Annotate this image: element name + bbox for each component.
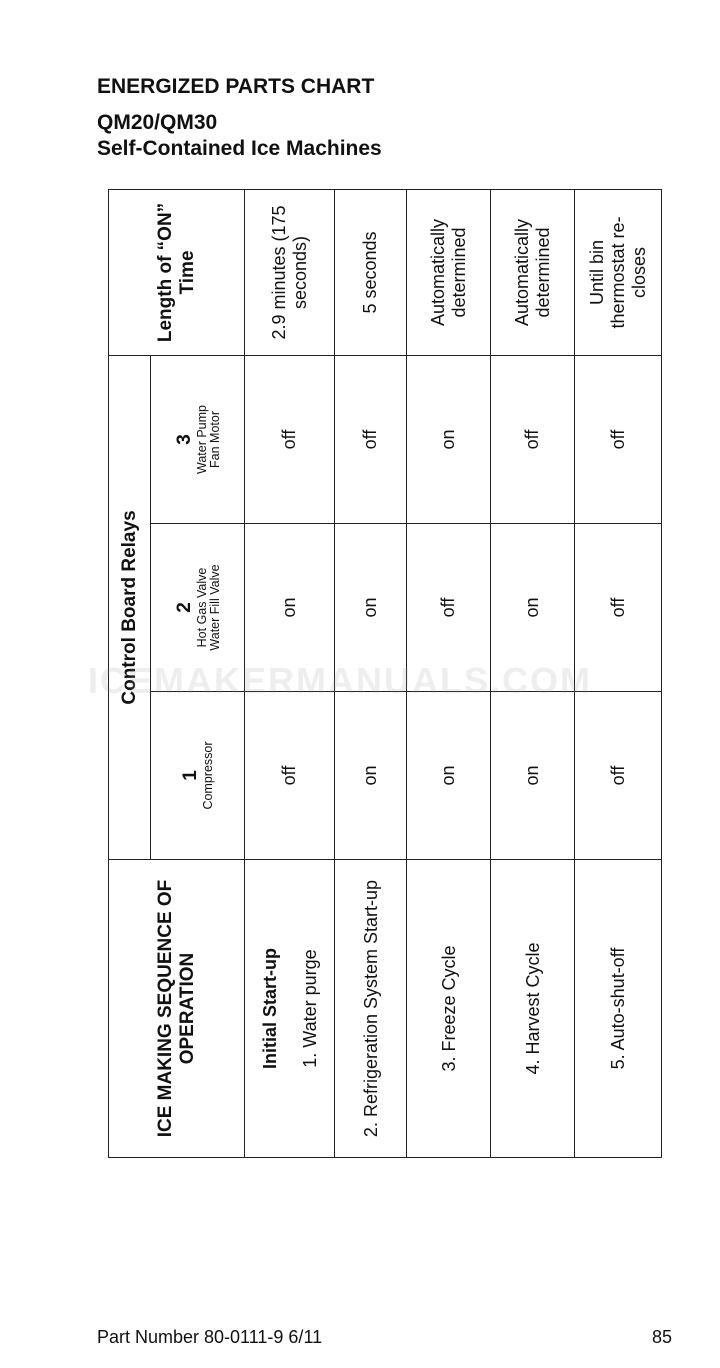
relay-number: 1: [180, 770, 201, 781]
relay-name: Fan Motor: [207, 411, 222, 468]
part-number: Part Number 80-0111-9 6/11: [97, 1327, 323, 1347]
relay-1-state: off: [575, 692, 662, 860]
relay-2-state: off: [407, 524, 491, 692]
relay-1-state: on: [491, 692, 575, 860]
relay-2-state: off: [575, 524, 662, 692]
relay-number: 2: [173, 602, 195, 613]
subtitle: Self-Contained Ice Machines: [97, 137, 382, 160]
relay-3-state: off: [335, 355, 407, 523]
model-title: QM20/QM30: [97, 111, 218, 134]
relay-2-state: on: [245, 524, 335, 692]
page-number: 85: [651, 1327, 672, 1347]
relay-number: 3: [173, 434, 195, 445]
relay-name: Water Fill Valve: [207, 564, 222, 651]
sequence-label: 3. Freeze Cycle: [407, 860, 491, 1158]
relay-2-state: on: [491, 524, 575, 692]
relay-name: Hot Gas Valve: [194, 567, 209, 648]
header-control-board-relays: Control Board Relays: [109, 355, 151, 859]
sequence-label: 2. Refrigeration System Start-up: [335, 860, 407, 1158]
header-sequence: ICE MAKING SEQUENCE OF OPERATION: [109, 860, 245, 1158]
sequence-label: 4. Harvest Cycle: [491, 860, 575, 1158]
on-time: Automatically determined: [407, 189, 491, 355]
header-length-on-time: Length of “ON” Time: [109, 189, 245, 355]
on-time: 5 seconds: [335, 189, 407, 355]
sequence-cell: [245, 860, 335, 1158]
relay-3-state: on: [407, 355, 491, 523]
relay-name: Compressor: [201, 741, 215, 810]
header-relay-1: [151, 692, 245, 860]
relay-3-state: off: [245, 355, 335, 523]
on-time: 2.9 minutes (175 seconds): [245, 189, 335, 355]
relay-3-state: off: [575, 355, 662, 523]
on-time: Until bin thermostat re-closes: [575, 189, 662, 355]
header-relay-3: [151, 355, 245, 523]
relay-3-state: off: [491, 355, 575, 523]
watermark: ICEMAKERMANUALS.COM: [88, 660, 592, 701]
relay-1-state: on: [335, 692, 407, 860]
relay-2-state: on: [335, 524, 407, 692]
on-time: Automatically determined: [491, 189, 575, 355]
sequence-label: 5. Auto-shut-off: [575, 860, 662, 1158]
sequence-label: 1. Water purge: [299, 949, 320, 1068]
relay-1-state: on: [407, 692, 491, 860]
group-label: Initial Start-up: [259, 948, 280, 1069]
page-title: ENERGIZED PARTS CHART: [97, 75, 375, 98]
relay-1-state: off: [245, 692, 335, 860]
relay-name: Water Pump: [194, 404, 209, 474]
